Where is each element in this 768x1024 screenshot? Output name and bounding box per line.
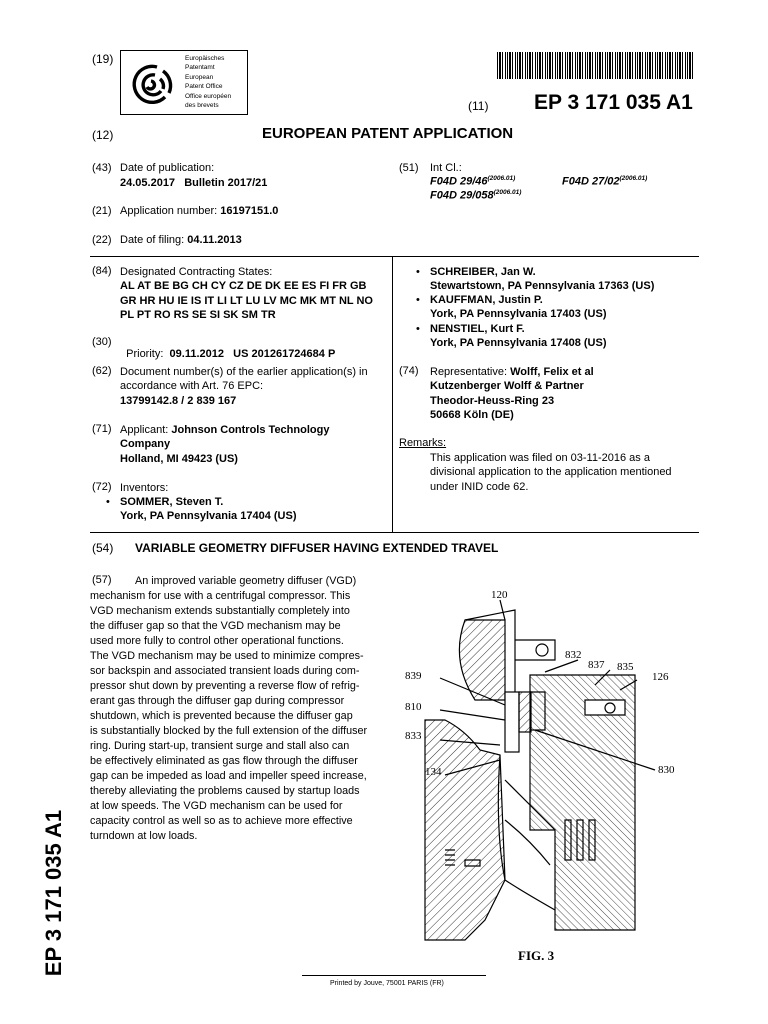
office-name-line: European: [185, 74, 214, 82]
printer-credit: Printed by Jouve, 75001 PARIS (FR): [330, 980, 444, 987]
inid-57: (57): [92, 574, 112, 586]
office-name-line: Patentamt: [185, 63, 215, 71]
inventor-entry: [120, 495, 296, 524]
abstract-line: ring. During start-up, transient surge and stall also can: [90, 740, 350, 752]
applicant-name: Johnson Controls Technology: [171, 424, 330, 436]
inid-19: (19): [92, 52, 114, 66]
designated-states-label: Designated Contracting States:: [120, 266, 273, 278]
inventor-name: • SCHREIBER, Jan W.: [430, 266, 536, 278]
representative-address: Kutzenberger Wolff & Partner: [430, 380, 584, 393]
publication-number: EP 3 171 035 A1: [534, 91, 693, 114]
abstract-line: is substantially blocked by the full extension of the diffuser: [90, 725, 368, 737]
abstract-line: be effectively eliminated as gas flow through the diffuser: [90, 755, 358, 767]
inventor-address: York, PA Pennsylvania 17403 (US): [430, 308, 607, 321]
representative-address: Theodor-Heuss-Ring 23: [430, 394, 555, 407]
abstract-line: shutdown, which is prevented because the diffuser gap: [90, 710, 353, 722]
invention-title: VARIABLE GEOMETRY DIFFUSER HAVING EXTENDED TRAVEL: [135, 541, 499, 555]
inid-22: (22): [92, 234, 112, 246]
figure-label: 833: [405, 730, 422, 742]
epo-emblem-icon: [125, 57, 181, 111]
figure-label: 835: [617, 661, 634, 673]
designated-states-line: AL AT BE BG CH CY CZ DE DK EE ES FI FR GB: [120, 280, 367, 293]
representative-address: 50668 Köln (DE): [430, 409, 514, 422]
abstract-line: mechanism for use with a centrifugal compressor. This: [90, 590, 351, 602]
column-divider: [392, 256, 393, 532]
inventor-name: • KAUFFMAN, Justin P.: [430, 294, 543, 306]
figure-label: 830: [658, 764, 675, 776]
figure-label: 134: [425, 766, 442, 778]
publication-date-label: Date of publication:: [120, 162, 215, 174]
figure-caption: FIG. 3: [518, 948, 555, 963]
figure-label: 126: [652, 671, 669, 683]
abstract-line: at low speeds. The VGD mechanism can be used for: [90, 800, 343, 812]
epo-logo: [120, 50, 248, 115]
remarks-text: This application was filed on 03-11-2016 as a: [430, 452, 650, 464]
office-name-line: Europäisches: [185, 55, 225, 62]
priority-label: Priority:: [126, 348, 164, 360]
inventor-name: • NENSTIEL, Kurt F.: [430, 323, 525, 335]
abstract-line: VGD mechanism extends substantially completely into: [90, 605, 350, 617]
applicant-label: Applicant:: [120, 424, 169, 436]
abstract-line: erant gas through the diffuser gap during compressor: [90, 695, 345, 707]
barcode: [497, 52, 693, 79]
inid-11: (11): [468, 99, 489, 113]
earlier-application-label: Document number(s) of the earlier application(s) in: [120, 366, 368, 378]
figure-label: 120: [491, 589, 508, 601]
int-cl-entry: F04D $27/02^{(2006.01)}$: [562, 175, 648, 188]
document-type: EUROPEAN PATENT APPLICATION: [262, 125, 514, 142]
int-cl-label: Int Cl.:: [430, 162, 462, 174]
figure-label: 832: [565, 649, 582, 661]
office-name-line: des brevets: [185, 101, 219, 109]
inid-12: (12): [92, 128, 114, 142]
inventor-entry: [430, 293, 606, 322]
earlier-application-label: accordance with Art. 76 EPC:: [120, 380, 264, 393]
inid-71: (71): [92, 423, 112, 435]
abstract-line: the diffuser gap so that the VGD mechanism may be: [90, 620, 341, 632]
box-bottom-rule: [90, 532, 699, 533]
inventor-name: • SOMMER, Steven T.: [120, 496, 224, 508]
abstract-line: gap can be impeded as load and impeller speed increase,: [90, 770, 367, 782]
inventors-label: Inventors:: [120, 482, 169, 494]
abstract-line: thereby alleviating the problems caused by startup loads: [90, 785, 360, 797]
figure-label: 810: [405, 701, 422, 713]
footer-rule: [302, 975, 486, 976]
abstract-line: An improved variable geometry diffuser (VGD): [135, 575, 357, 587]
abstract-line: pressor shut down by preventing a reverse flow of refrig-: [90, 680, 360, 692]
inid-54: (54): [92, 541, 114, 555]
office-name-line: Office européen: [185, 93, 232, 101]
inid-62: (62): [92, 365, 112, 377]
inventor-entry: [430, 265, 654, 294]
inventor-address: York, PA Pennsylvania 17408 (US): [430, 337, 607, 350]
figure-3-drawing: [405, 580, 705, 960]
box-top-rule: [90, 256, 699, 257]
side-publication-number: EP 3 171 035 A1: [41, 809, 66, 977]
figure-label: 837: [588, 659, 605, 671]
abstract-text: [90, 574, 382, 844]
inid-84: (84): [92, 265, 112, 277]
abstract-line: capacity control as well so as to achieve more effective: [90, 815, 353, 827]
inventor-address: Stewartstown, PA Pennsylvania 17363 (US): [430, 280, 655, 293]
applicant-address: Holland, MI 49423 (US): [120, 452, 238, 465]
designated-states-line: GR HR HU IE IS IT LI LT LU LV MC MK MT NL NO: [120, 294, 373, 307]
remarks-text: divisional application to the application mentioned: [430, 466, 672, 479]
publication-date: 24.05.2017 Bulletin 2017/21: [120, 177, 268, 189]
inventor-entry: [430, 322, 606, 351]
inid-21: (21): [92, 205, 112, 217]
int-cl-entry: F04D $29/058^{(2006.01)}$: [430, 189, 522, 202]
inid-51: (51): [399, 162, 419, 174]
abstract-line: The VGD mechanism may be used to minimize compres-: [90, 650, 364, 662]
abstract-line: sor backspin and associated transient loads during com-: [90, 665, 360, 677]
filing-date-label: Date of filing:: [120, 234, 185, 246]
inid-30: (30): [92, 336, 112, 348]
office-name-line: Patent Office: [185, 82, 223, 90]
representative-label: Representative:: [430, 366, 508, 378]
application-number: 16197151.0: [220, 205, 279, 217]
designated-states-line: PL PT RO RS SE SI SK SM TR: [120, 309, 276, 322]
earlier-application-number: 13799142.8 / 2 839 167: [120, 394, 237, 407]
priority-value: 09.11.2012 US 201261724684 P: [169, 348, 336, 360]
filing-date: 04.11.2013: [187, 234, 242, 246]
inid-74: (74): [399, 365, 419, 377]
int-cl-entry: F04D $29/46^{(2006.01)}$: [430, 175, 516, 188]
inventor-address: York, PA Pennsylvania 17404 (US): [120, 510, 297, 523]
abstract-line: used more fully to control other operational functions.: [90, 635, 344, 647]
representative-name: Wolff, Felix et al: [510, 366, 594, 378]
figure-label: 839: [405, 670, 422, 682]
inid-43: (43): [92, 162, 112, 174]
abstract-line: turndown at low loads.: [90, 830, 198, 842]
application-number-label: Application number:: [120, 205, 218, 217]
inid-72: (72): [92, 481, 112, 493]
remarks-label: Remarks:: [399, 437, 447, 449]
remarks-text: under INID code 62.: [430, 480, 529, 493]
applicant-name-cont: Company: [120, 438, 171, 451]
